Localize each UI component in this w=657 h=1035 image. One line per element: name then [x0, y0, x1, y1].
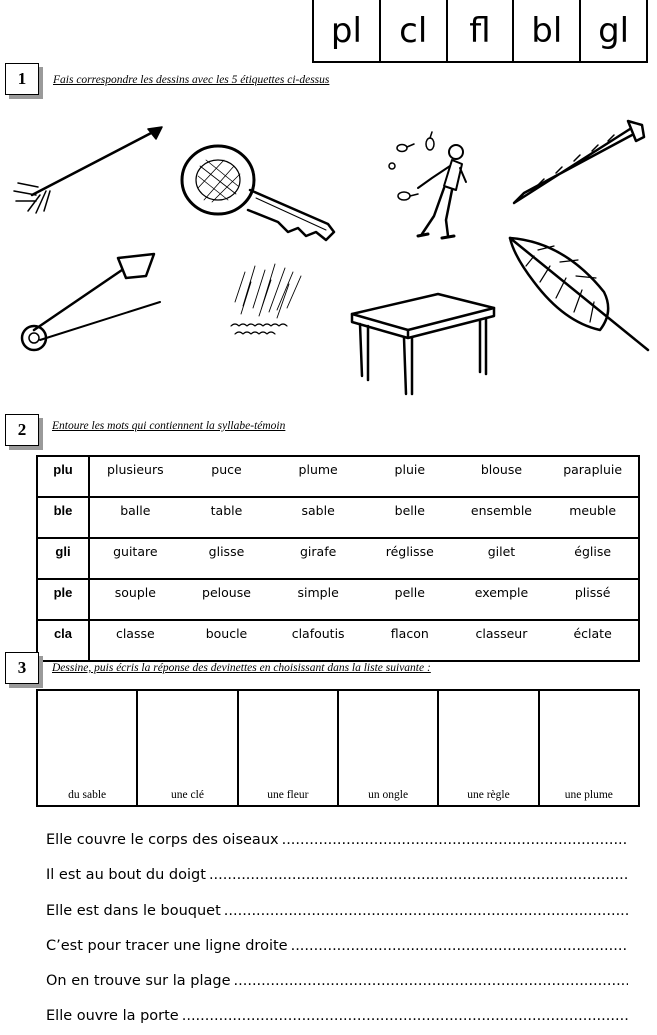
word-cell[interactable]: pelle	[364, 579, 456, 620]
word-cell[interactable]: réglisse	[364, 538, 456, 579]
word-cell[interactable]: guitare	[89, 538, 181, 579]
word-cell[interactable]: plume	[272, 456, 364, 497]
word-cell[interactable]: église	[547, 538, 639, 579]
word-cell[interactable]: girafe	[272, 538, 364, 579]
word-cell[interactable]: plusieurs	[89, 456, 181, 497]
answer-label: un ongle	[368, 789, 409, 801]
word-cell[interactable]: glisse	[181, 538, 273, 579]
syllable-key: plu	[37, 456, 89, 497]
word-cell[interactable]: balle	[89, 497, 181, 538]
drawing-box[interactable]	[237, 691, 337, 805]
drawing-box[interactable]	[136, 691, 236, 805]
riddle-line[interactable]	[46, 1008, 628, 1024]
safety-pin-icon	[14, 250, 166, 360]
riddle-text: Elle couvre le corps des oiseaux	[46, 832, 279, 848]
answer-dots[interactable]	[182, 1008, 628, 1024]
word-cell[interactable]: classe	[115, 626, 155, 641]
table-row	[37, 456, 639, 497]
exercise-1-instruction: Fais correspondre les dessins avec les 5 étiquettes ci-dessus	[53, 74, 330, 86]
drawing-box[interactable]	[437, 691, 537, 805]
exercise-3-number: 3	[5, 652, 39, 684]
answer-dots[interactable]	[224, 903, 628, 919]
table-icon	[348, 290, 498, 400]
syllable-labels	[312, 0, 648, 63]
syllable-key: cla	[37, 620, 89, 661]
drawing-box[interactable]	[337, 691, 437, 805]
word-cell[interactable]: simple	[272, 579, 364, 620]
feather-icon	[504, 232, 652, 354]
word-cell[interactable]: éclate	[573, 626, 612, 641]
riddle-text: Elle est dans le bouquet	[46, 903, 221, 919]
riddle-line[interactable]	[46, 938, 628, 954]
riddle-line[interactable]	[46, 832, 628, 848]
drawing-box[interactable]	[538, 691, 638, 805]
word-cell[interactable]: plissé	[547, 579, 639, 620]
riddle-text: Il est au bout du doigt	[46, 867, 206, 883]
exercise-2-instruction: Entoure les mots qui contiennent la syllabe-témoin	[52, 420, 286, 432]
riddle-text: On en trouve sur la plage	[46, 973, 231, 989]
arrow-icon	[10, 125, 165, 215]
word-cell[interactable]: meuble	[547, 497, 639, 538]
word-cell[interactable]: pelouse	[181, 579, 273, 620]
table-row	[37, 538, 639, 579]
syllable-key: ble	[37, 497, 89, 538]
riddle-line[interactable]	[46, 867, 628, 883]
label-bl: bl	[512, 0, 579, 61]
syllable-table	[36, 455, 640, 662]
answer-dots[interactable]	[209, 867, 628, 883]
table-row	[37, 620, 639, 661]
word-cell[interactable]: gilet	[456, 538, 548, 579]
word-cell[interactable]: clafoutis	[291, 626, 345, 641]
label-gl: gl	[579, 0, 646, 61]
riddle-text: Elle ouvre la porte	[46, 1008, 179, 1024]
drawing-boxes	[36, 689, 640, 807]
word-cell[interactable]: exemple	[456, 579, 548, 620]
juggler-icon	[382, 130, 472, 245]
word-cell[interactable]: parapluie	[547, 456, 639, 497]
riddle-text: C’est pour tracer une ligne droite	[46, 938, 288, 954]
word-cell[interactable]: puce	[181, 456, 273, 497]
answer-label: une règle	[467, 789, 510, 801]
exercise-2-number: 2	[5, 414, 39, 446]
table-row	[37, 497, 639, 538]
word-cell[interactable]: pluie	[364, 456, 456, 497]
key-icon	[178, 140, 338, 240]
riddle-line[interactable]	[46, 903, 628, 919]
table-row	[37, 579, 639, 620]
drawing-box[interactable]	[38, 691, 136, 805]
answer-label: une plume	[564, 789, 613, 801]
word-cell[interactable]: ensemble	[456, 497, 548, 538]
exercise-1-number: 1	[5, 63, 39, 95]
answer-dots[interactable]	[282, 832, 628, 848]
label-pl: pl	[330, 10, 362, 51]
answer-label: une fleur	[267, 789, 309, 801]
label-cl: cl	[379, 0, 446, 61]
label-fl: fl	[446, 0, 513, 61]
word-cell[interactable]: classeur	[475, 626, 528, 641]
word-cell[interactable]: sable	[272, 497, 364, 538]
word-cell[interactable]: souple	[89, 579, 181, 620]
nail-icon	[508, 115, 648, 210]
word-cell[interactable]: blouse	[456, 456, 548, 497]
syllable-key: ple	[37, 579, 89, 620]
answer-dots[interactable]	[234, 973, 628, 989]
answer-label: une clé	[171, 789, 204, 801]
exercise-3-instruction: Dessine, puis écris la réponse des devinettes en choisissant dans la liste suivante :	[52, 662, 431, 674]
answer-label: du sable	[68, 789, 107, 801]
answer-dots[interactable]	[291, 938, 628, 954]
word-cell[interactable]: flacon	[390, 626, 429, 641]
rain-icon	[225, 262, 305, 342]
word-cell[interactable]: boucle	[205, 626, 248, 641]
syllable-key: gli	[37, 538, 89, 579]
word-cell[interactable]: table	[181, 497, 273, 538]
riddle-line[interactable]	[46, 973, 628, 989]
word-cell[interactable]: belle	[364, 497, 456, 538]
